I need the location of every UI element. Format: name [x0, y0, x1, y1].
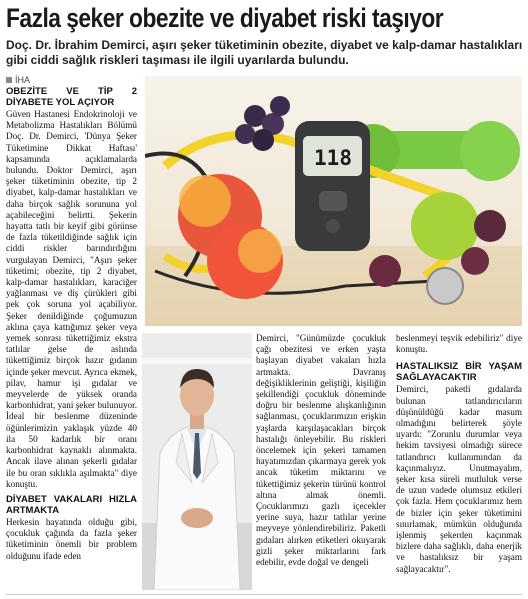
agency-label: İHA — [15, 75, 31, 85]
subheading-obesity: OBEZİTE VE TİP 2 DİYABETE YOL AÇIYOR — [6, 86, 137, 108]
column-2 — [256, 333, 386, 568]
agency-square-icon — [6, 77, 12, 83]
paragraph: Demirci, "Günümüzde çocukluk çağı obezitesi ve erken yaşta başlayan diyabet vakaları hızla artmakta. Davranış değişikliklerinin geliştiği, kişiliğin şekillendiği çocukluk döneminde doğru bir beslenme alışkanlığının sağlanması, çocuklarımızın erişkin yaşlarda karşılaşacakları birçok hastalığı önleyebilir. Bu riskleri öncelemek için şekeri tamamen hayatımızdan çıkarmaya gerek yok ancak tüketim miktarını ve tükettiğimiz şekerin türünü kontrol altına almak önemli. Çocuklarımızı gazlı içecekler yerine suya, hazır tatlılar yerine meyveye yönlendirebiliriz. Paketli gıdaları alırken etiketleri okuyarak gizli şeker miktarlarını fark edebilir, evde doğal ve dengeli — [256, 333, 386, 568]
photo-illustration — [145, 76, 522, 326]
agency-credit — [6, 75, 30, 85]
column-1 — [6, 86, 137, 562]
sugar-fruit-photo — [145, 76, 522, 326]
paragraph: Herkesin hayatında olduğu gibi, çocukluk çağında da fazla şeker tüketiminin önemli bir problem olduğunu ifade eden — [6, 516, 137, 561]
subheading-healthy-life: HASTALIKSIZ BİR YAŞAM SAĞLAYACAKTIR — [396, 361, 522, 384]
bottom-divider — [6, 594, 522, 595]
doctor-portrait — [142, 333, 252, 590]
deck: Doç. Dr. İbrahim Demirci, aşırı şeker tüketiminin obezite, diyabet ve kalp-damar hastalıkları gibi ciddi sağlık riskleri taşıması ile ilgili uyarılarda bulundu. — [6, 38, 523, 67]
doctor-illustration — [142, 333, 252, 590]
headline: Fazla şeker obezite ve diyabet riski taşıyor — [6, 3, 444, 33]
column-3 — [396, 333, 522, 575]
glucometer-reading: 118 — [314, 146, 352, 170]
subheading-diabetes: DİYABET VAKALARI HIZLA ARTMAKTA — [6, 493, 137, 516]
paragraph: beslenmeyi teşvik edebiliriz" diye konuştu. — [396, 333, 522, 355]
paragraph: Güven Hastanesi Endokrinoloji ve Metabolizma Hastalıkları Bölümü Doç. Dr. Demirci, 'Dünya Şeker Tüketimine Dikkat Haftası' kapsamında açıklamalarda bulundu. Doktor Demirci, aşırı şeker tüketiminin obezite, tip 2 diyabet, kalp-damar hastalıkları ve daha birçok sağlık sorununa yol açabileceğini belirtti. Şekerin hayatta tatlı bir keyif gibi görünse de fazla tüketildiğinde sağlık için ciddi riskler barındırdığını vurgulayan Demirci, "Aşırı şeker tüketimi; obezite, tip 2 diyabet, kalp-damar hastalıkları, karaciğer yağlanması ve diş çürükleri gibi pek çok soruna yol açabiliyor. Şeker denildiğinde çoğumuzun aklına çaya kattığımız şeker veya yemek sonrası tükettiğimiz ekstra tatlılar gelse de aslında tükettiğimiz birçok hazır gıdanın içinde şeker mevcut. Ayrıca ekmek, pilav, hamur işi gıdalar ve meyvelerde de yüksek oranda karbonhidrat, yani şeker bulunuyor. İdeal bir beslenme düzeninde öğünlerimizin yaklaşık yüzde 40 ila 50 kadarlık bir oranı karbonhidrat kaynaklı alınmakta. Ancak ilave alınan şekerli gıdalar ile bu oran sıklıkla aşılmakta" diye konuştu. — [6, 109, 137, 489]
paragraph: Demirci, paketli gıdalarda bulunan tatlandırıcıların düşünüldüğü kadar masum olmadığını belirterek şöyle uyardı: "Zorunlu durumlar veya hekim tavsiyesi olmadığı sürece tatlandırıcı kullanımından da kaçınmalıyız. Unutmayalım, şeker kısa süreli mutluluk verse de uzun vadede olumsuz etkileri çok fazla. Hem çocuklarımız hem de bizler için şeker tüketimini sınırlamak, mümkün olduğunda işlenmiş şekerden kaçınmak bizlere daha sağlıklı, daha enerjik ve hastalıksız bir yaşam sağlayacaktır". — [396, 384, 522, 574]
